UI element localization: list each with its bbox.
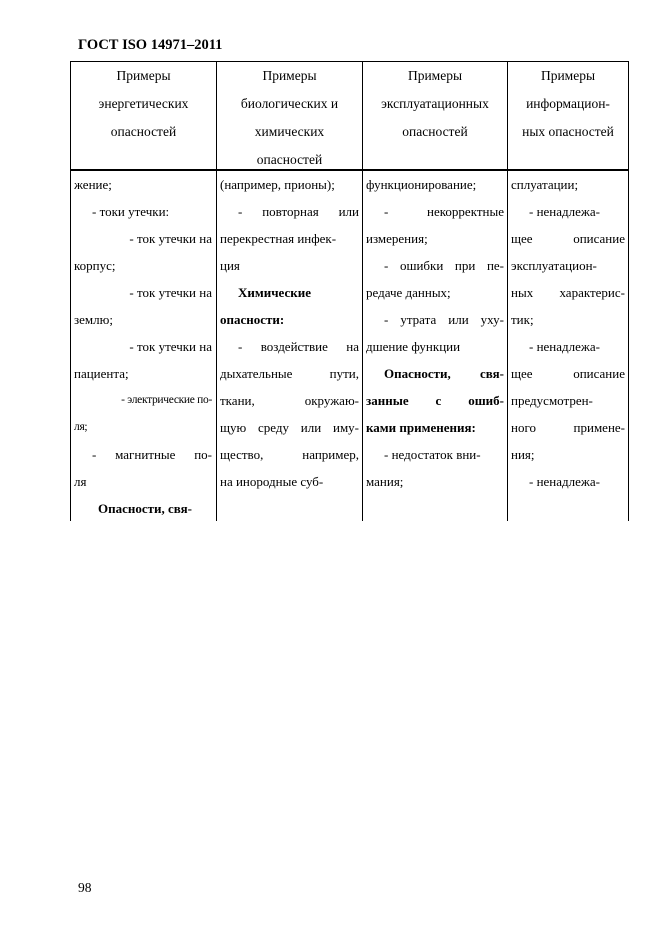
table-border-right: [628, 61, 629, 521]
cell-line: занные с ошиб-: [366, 393, 504, 408]
cell-line: эксплуатацион-: [511, 258, 597, 273]
cell-line: - ток утечки на: [129, 231, 212, 246]
cell-line: - некорректные: [384, 204, 504, 219]
heading-line: опасностей: [110, 124, 177, 139]
cell-line: - токи утечки:: [92, 204, 170, 219]
cell-line: опасности:: [220, 312, 285, 327]
informational-hazards-cell: [511, 171, 625, 495]
cell-line: щество, например,: [220, 447, 359, 462]
cell-line: мания;: [366, 474, 404, 489]
cell-line: измерения;: [366, 231, 428, 246]
cell-line: пациента;: [74, 366, 129, 381]
heading-line: энергетических: [98, 96, 189, 111]
energy-hazards-cell: [74, 171, 212, 522]
cell-line: - магнитные по-: [92, 447, 212, 462]
cell-line: - ненадлежа-: [529, 204, 600, 219]
cell-line: - электрические по-: [121, 394, 212, 406]
cell-line: ля: [74, 474, 87, 489]
cell-line: функционирование;: [366, 177, 477, 192]
column-heading-energy: [71, 62, 216, 168]
cell-line: - утрата или уху-: [384, 312, 504, 327]
column-heading-informational: [508, 62, 628, 168]
hazards-table: [70, 61, 629, 521]
heading-line: опасностей: [402, 124, 468, 139]
cell-line: ками применения:: [366, 420, 476, 435]
document-header: ГОСТ ISO 14971–2011: [78, 37, 223, 53]
cell-line: ция: [220, 258, 240, 273]
cell-line: жение;: [74, 177, 112, 192]
cell-line: Опасности, свя-: [384, 366, 504, 381]
cell-line: - повторная или: [238, 204, 359, 219]
cell-line: ных характерис-: [511, 285, 625, 300]
cell-line: - ненадлежа-: [529, 474, 600, 489]
cell-line: - ток утечки на: [129, 285, 212, 300]
biological-chemical-hazards-cell: [220, 171, 359, 495]
cell-line: ля;: [74, 421, 88, 433]
cell-line: (например, прионы);: [220, 177, 335, 192]
cell-line: ния;: [511, 447, 535, 462]
heading-line: ных опасностей: [522, 124, 614, 139]
heading-line: опасностей: [256, 152, 323, 167]
cell-line: - ненадлежа-: [529, 339, 600, 354]
column-heading-biological-chemical: [217, 62, 362, 168]
cell-line: - воздействие на: [238, 339, 359, 354]
cell-line: ного примене-: [511, 420, 625, 435]
cell-line: щую среду или иму-: [220, 420, 359, 435]
cell-line: редаче данных;: [366, 285, 451, 300]
heading-line: информацион-: [526, 96, 610, 111]
cell-line: землю;: [74, 312, 113, 327]
page-number: 98: [78, 880, 92, 895]
column-heading-operational: [363, 62, 507, 168]
heading-line: биологических и: [240, 96, 339, 111]
cell-line: - ошибки при пе-: [384, 258, 504, 273]
heading-line: Примеры: [262, 68, 317, 83]
cell-line: щее описание: [511, 231, 625, 246]
cell-line: Химические: [238, 285, 312, 300]
cell-line: щее описание: [511, 366, 625, 381]
heading-line: Примеры: [540, 68, 596, 83]
cell-line: Опасности, свя-: [98, 501, 192, 516]
cell-line: дыхательные пути,: [220, 366, 359, 381]
cell-line: перекрестная инфек-: [220, 231, 337, 246]
cell-line: - ток утечки на: [129, 339, 212, 354]
cell-line: на инородные суб-: [220, 474, 324, 489]
cell-line: ткани, окружаю-: [220, 393, 359, 408]
cell-line: - недостаток вни-: [384, 447, 481, 462]
cell-line: сплуатации;: [511, 177, 579, 192]
heading-line: эксплуатационных: [381, 96, 489, 111]
heading-line: Примеры: [116, 68, 171, 83]
heading-line: химических: [254, 124, 325, 139]
cell-line: корпус;: [74, 258, 116, 273]
cell-line: дшение функции: [366, 339, 461, 354]
heading-line: Примеры: [407, 68, 463, 83]
operational-hazards-cell: [366, 171, 504, 495]
cell-line: предусмотрен-: [511, 393, 593, 408]
cell-line: тик;: [511, 312, 534, 327]
